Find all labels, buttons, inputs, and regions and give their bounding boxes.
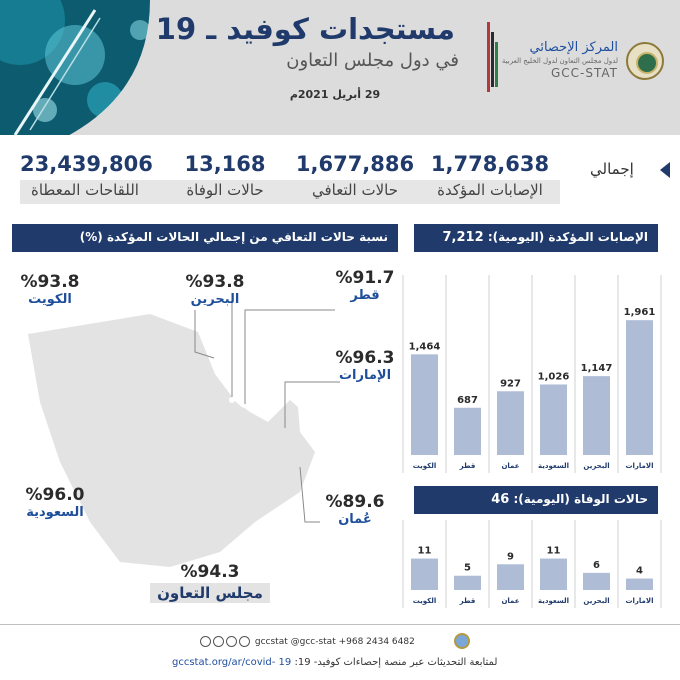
country-name: قطر [350, 288, 380, 303]
recovery-pct: %91.7 [335, 268, 395, 288]
stat-label: الإصابات المؤكدة [437, 181, 543, 199]
bar-value-label: 6 [593, 559, 600, 571]
country-kuwait [20, 272, 80, 307]
contact-text: gccstat @gcc-stat +968 2434 6482 [254, 637, 415, 647]
stat-value: 1,677,886 [295, 152, 415, 176]
footer-divider [0, 624, 680, 625]
footer-contact [200, 636, 600, 652]
recovery-pct: %96.0 [25, 485, 85, 505]
bar [454, 576, 481, 590]
facebook-icon[interactable] [200, 636, 211, 647]
recovery-pct: %89.6 [325, 492, 385, 512]
gcc-seal-icon [626, 42, 664, 80]
bar [497, 391, 524, 455]
country-name: عُمان [338, 512, 372, 527]
country-qatar [335, 268, 395, 303]
virus-illustration-icon [0, 0, 160, 135]
whatsapp-icon[interactable] [239, 636, 250, 647]
confirmed-total: 7,212 [442, 230, 484, 245]
bar-value-label: 687 [457, 394, 478, 406]
recovery-section-title [12, 224, 398, 252]
gccstat-logo-mark-icon [487, 22, 499, 92]
stat-value: 1,778,638 [430, 152, 550, 176]
category-label: السعودية [538, 597, 569, 605]
deaths-bar-chart [395, 518, 665, 613]
category-label: عمان [501, 462, 520, 470]
category-label: قطر [459, 597, 476, 605]
deaths-chart-title [414, 486, 658, 514]
category-label: قطر [459, 462, 476, 470]
bar-value-label: 1,464 [408, 341, 441, 353]
bar-value-label: 5 [464, 562, 471, 574]
bar [454, 408, 481, 455]
country-name: البحرين [190, 292, 240, 307]
logo-english-name: GCC-STAT [550, 66, 618, 80]
page-subtitle: في دول مجلس التعاون [286, 50, 459, 71]
bar-value-label: 4 [636, 565, 643, 577]
country-saudi [20, 485, 90, 520]
instagram-icon[interactable] [226, 636, 237, 647]
bar-value-label: 1,961 [623, 307, 656, 319]
covid-platform-link[interactable]: gccstat.org/ar/covid- 19 [172, 657, 292, 668]
stat-label: حالات التعافي [311, 181, 399, 199]
confirmed-title-text: الإصابات المؤكدة (اليومية): [487, 230, 648, 244]
bar-value-label: 1,026 [537, 371, 570, 383]
bar-value-label: 11 [546, 545, 561, 557]
recovery-pct: %96.3 [335, 348, 395, 368]
bar [583, 376, 610, 455]
bar [540, 559, 567, 590]
stat-value: 13,168 [184, 152, 266, 176]
recovery-pct: %94.3 [180, 562, 240, 582]
category-label: عمان [501, 597, 520, 605]
recovery-title-text: نسبة حالات التعافي من إجمالي الحالات المؤكدة (%) [79, 230, 388, 244]
stat-value: 23,439,806 [20, 152, 153, 176]
country-name: الإمارات [338, 368, 392, 383]
country-oman [325, 492, 385, 527]
totals-label: إجمالي [590, 160, 634, 178]
confirmed-chart-title [414, 224, 658, 252]
confirmed-bar-chart [395, 270, 665, 480]
bar [411, 559, 438, 590]
page-title: مستجدات كوفيد ـ 19 [155, 12, 455, 46]
bar [583, 573, 610, 590]
bar [411, 354, 438, 455]
bar-value-label: 9 [507, 551, 514, 563]
bar-value-label: 11 [417, 545, 432, 557]
gcc-name: مجلس التعاون [150, 583, 270, 603]
recovery-pct: %93.8 [20, 272, 80, 292]
country-bahrain [185, 272, 245, 307]
country-name: السعودية [26, 505, 84, 520]
totals-strip [20, 152, 670, 207]
bar-value-label: 1,147 [580, 363, 613, 375]
category-label: الكويت [412, 597, 437, 605]
category-label: البحرين [583, 462, 610, 470]
header [0, 0, 680, 135]
deaths-title-text: حالات الوفاة (اليومية): [513, 492, 648, 506]
category-label: الكويت [412, 462, 437, 470]
gcc-total-recovery [150, 562, 270, 603]
stat-deaths [160, 152, 290, 199]
stat-vaccines [20, 152, 153, 199]
country-name: الكويت [28, 292, 72, 307]
bar [626, 579, 653, 590]
footer-follow [172, 657, 672, 668]
logo-arabic-subname: لدول مجلس التعاون لدول الخليج العربية [501, 57, 618, 65]
follow-text: لمتابعة التحديثات عبر منصة إحصاءات كوفيد- 19: [294, 657, 498, 668]
bar [626, 320, 653, 455]
report-date: 29 أبريل 2021م [289, 88, 381, 101]
category-label: البحرين [583, 597, 610, 605]
arrow-left-icon [660, 162, 670, 178]
twitter-icon[interactable] [213, 636, 224, 647]
stat-label: حالات الوفاة [186, 181, 264, 199]
stat-label: اللقاحات المعطاة [31, 181, 139, 199]
stat-confirmed [425, 152, 555, 199]
category-label: الامارات [625, 462, 654, 470]
recovery-pct: %93.8 [185, 272, 245, 292]
stat-recovered [290, 152, 420, 199]
bar [497, 564, 524, 590]
category-label: السعودية [538, 462, 569, 470]
country-uae [335, 348, 395, 383]
deaths-total: 46 [491, 492, 510, 507]
bar-value-label: 927 [500, 378, 521, 390]
bar [540, 384, 567, 455]
logo-arabic-name: المركز الإحصائي [529, 40, 618, 55]
category-label: الامارات [625, 597, 654, 605]
